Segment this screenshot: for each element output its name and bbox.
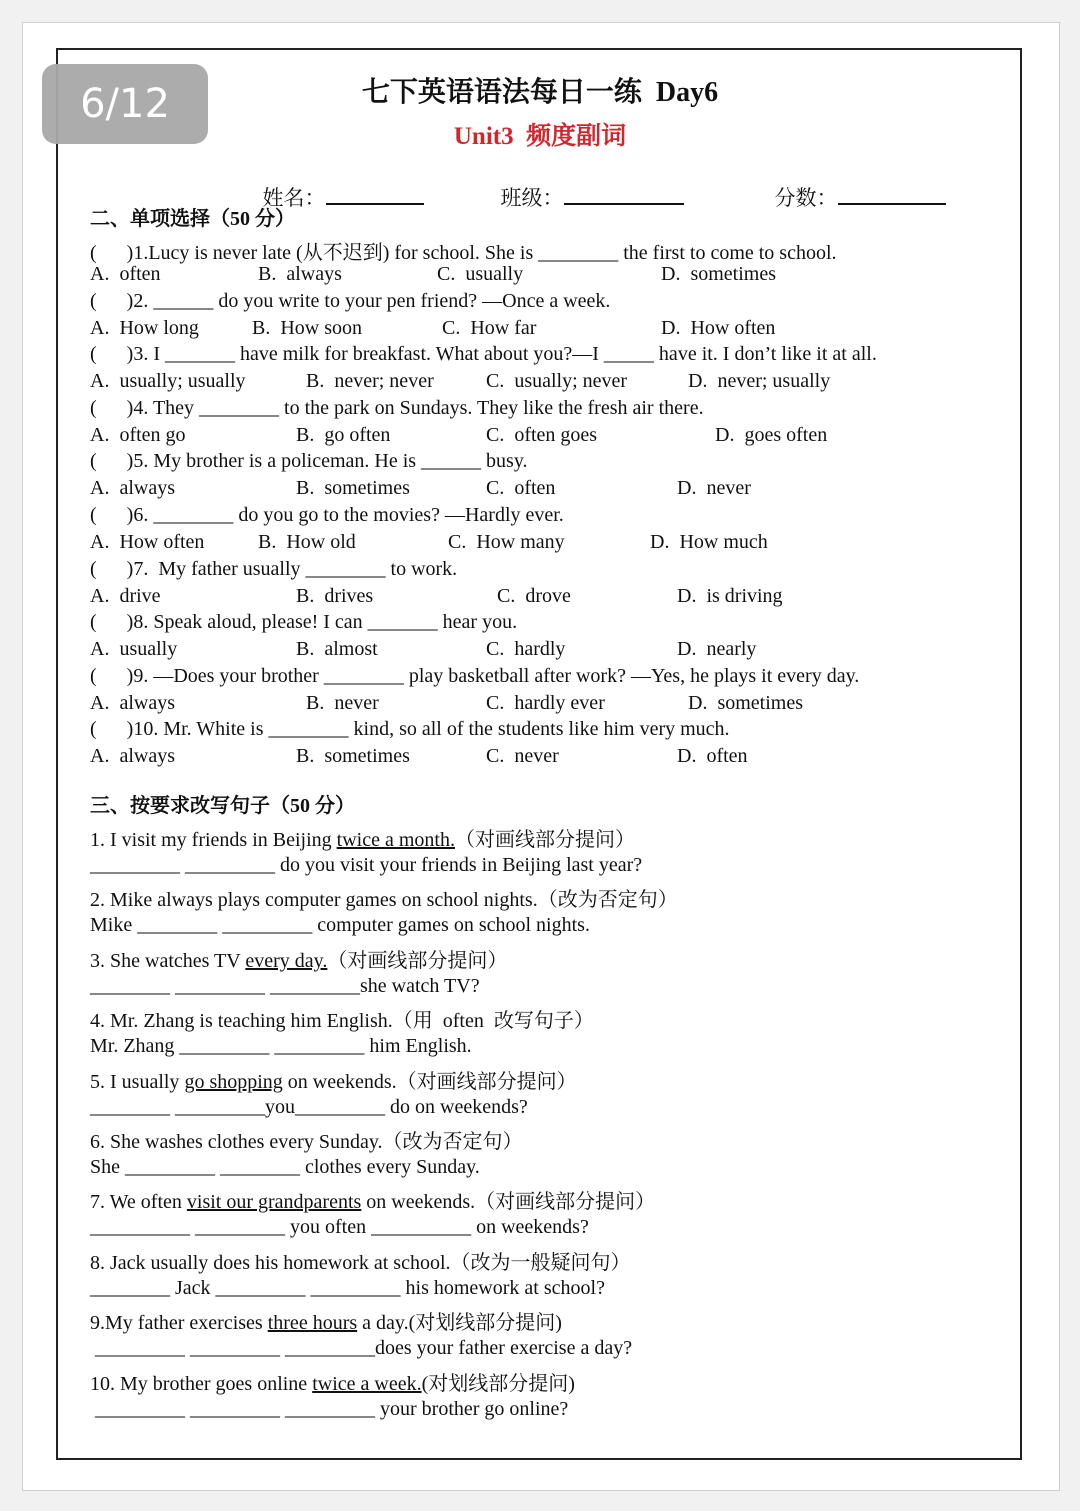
prompt-instruction: a day.(对划线部分提问) bbox=[357, 1312, 562, 1335]
prompt-text: 5. I usually bbox=[90, 1070, 185, 1093]
question-stem: ( )7. My father usually ________ to work. bbox=[90, 557, 458, 580]
answer-option[interactable]: A. often go bbox=[90, 423, 186, 446]
answer-option[interactable]: C. usually bbox=[437, 263, 524, 285]
page-subtitle: Unit3 频度副词 bbox=[453, 123, 627, 150]
answer-option[interactable]: A. usually bbox=[90, 638, 178, 661]
prompt-instruction: on weekends.（对画线部分提问） bbox=[282, 1070, 577, 1093]
answer-option[interactable]: D. How much bbox=[650, 531, 768, 553]
prompt-text: 3. She watches TV bbox=[90, 949, 246, 972]
prompt-text: 7. We often bbox=[90, 1191, 187, 1214]
answer-option[interactable]: A. How long bbox=[90, 316, 199, 339]
answer-option[interactable]: D. sometimes bbox=[688, 691, 803, 714]
answer-option[interactable]: D. How often bbox=[661, 316, 776, 339]
prompt-text: 1. I visit my friends in Beijing bbox=[90, 829, 337, 851]
answer-option[interactable]: B. always bbox=[258, 263, 342, 285]
answer-option[interactable]: C. hardly bbox=[486, 638, 566, 661]
answer-option[interactable]: A. always bbox=[90, 477, 175, 500]
rewrite-prompt bbox=[90, 1004, 594, 1033]
answer-option[interactable]: B. never bbox=[306, 691, 379, 714]
rewrite-prompt bbox=[90, 1185, 655, 1214]
answer-option[interactable]: C. hardly ever bbox=[486, 691, 605, 714]
answer-option[interactable]: B. never; never bbox=[306, 370, 434, 393]
prompt-instruction: (对划线部分提问) bbox=[421, 1372, 575, 1395]
question-stem: ( )3. I _______ have milk for breakfast. What about you?—I _____ have it. I don’t like it at all. bbox=[90, 343, 877, 366]
question-stem: ( )6. ________ do you go to the movies? —Hardly ever. bbox=[90, 504, 564, 526]
rewrite-prompt bbox=[90, 823, 635, 852]
answer-option[interactable]: D. is driving bbox=[677, 584, 783, 607]
score-field[interactable] bbox=[764, 157, 946, 212]
answer-option[interactable]: A. often bbox=[90, 263, 161, 285]
answer-line[interactable]: Mr. Zhang _________ _________ him English. bbox=[90, 1035, 472, 1058]
answer-option[interactable]: D. nearly bbox=[677, 638, 757, 661]
prompt-text: 4. Mr. Zhang is teaching him English.（用 often 改写句子） bbox=[90, 1010, 594, 1033]
answer-option[interactable]: C. often goes bbox=[486, 423, 598, 446]
prompt-instruction: on weekends.（对画线部分提问） bbox=[361, 1191, 656, 1214]
question-stem: ( )8. Speak aloud, please! I can _______ hear you. bbox=[90, 611, 518, 634]
answer-option[interactable]: C. drove bbox=[497, 584, 571, 607]
answer-option[interactable]: B. sometimes bbox=[296, 745, 410, 768]
section1-heading: 二、单项选择（50 分） bbox=[90, 208, 295, 230]
answer-option[interactable]: D. often bbox=[677, 745, 748, 768]
answer-line[interactable]: _________ _________ do you visit your friends in Beijing last year? bbox=[90, 854, 643, 876]
prompt-text: 6. She washes clothes every Sunday.（改为否定句） bbox=[90, 1131, 523, 1153]
answer-line[interactable]: ________ _________ _________she watch TV? bbox=[90, 974, 480, 997]
underlined-phrase: go shopping bbox=[184, 1070, 283, 1093]
underlined-phrase: visit our grandparents bbox=[186, 1191, 362, 1214]
prompt-instruction: （对画线部分提问） bbox=[454, 829, 635, 851]
prompt-text: 9.My father exercises bbox=[90, 1312, 268, 1335]
answer-option[interactable]: C. often bbox=[486, 477, 556, 500]
answer-option[interactable]: B. How old bbox=[258, 531, 356, 553]
prompt-text: 2. Mike always plays computer games on school nights.（改为否定句） bbox=[90, 889, 678, 912]
rewrite-prompt bbox=[90, 1065, 577, 1094]
answer-line[interactable]: __________ _________ you often __________ on weekends? bbox=[90, 1216, 589, 1239]
answer-line[interactable]: ________ Jack _________ _________ his homework at school? bbox=[90, 1276, 605, 1299]
question-stem: ( )2. ______ do you write to your pen friend? —Once a week. bbox=[90, 289, 611, 312]
name-label: 姓名： bbox=[262, 186, 326, 210]
page-title: 七下英语语法每日一练 Day6 bbox=[361, 77, 719, 108]
rewrite-prompt bbox=[90, 944, 507, 973]
answer-option[interactable]: D. never; usually bbox=[688, 370, 831, 393]
answer-option[interactable]: C. How many bbox=[448, 531, 565, 553]
score-blank[interactable] bbox=[838, 183, 946, 205]
answer-option[interactable]: D. never bbox=[677, 477, 751, 500]
answer-line[interactable]: She _________ ________ clothes every Sunday. bbox=[90, 1156, 480, 1178]
class-field[interactable] bbox=[490, 157, 684, 212]
class-blank[interactable] bbox=[564, 183, 684, 205]
question-stem: ( )10. Mr. White is ________ kind, so all of the students like him very much. bbox=[90, 718, 730, 741]
class-label: 班级： bbox=[500, 186, 564, 210]
answer-option[interactable]: A. always bbox=[90, 745, 175, 768]
rewrite-prompt bbox=[90, 883, 678, 912]
answer-option[interactable]: B. sometimes bbox=[296, 477, 410, 500]
rewrite-prompt bbox=[90, 1306, 562, 1335]
answer-line[interactable]: _________ _________ _________does your father exercise a day? bbox=[90, 1337, 633, 1360]
prompt-text: 10. My brother goes online bbox=[90, 1372, 313, 1395]
answer-option[interactable]: A. usually; usually bbox=[90, 370, 246, 393]
answer-option[interactable]: C. never bbox=[486, 745, 559, 768]
answer-option[interactable]: D. goes often bbox=[715, 423, 828, 446]
answer-option[interactable]: A. always bbox=[90, 691, 175, 714]
answer-option[interactable]: C. usually; never bbox=[486, 370, 628, 393]
prompt-text: 8. Jack usually does his homework at school.（改为一般疑问句） bbox=[90, 1251, 631, 1274]
section2-heading: 三、按要求改写句子（50 分） bbox=[90, 795, 355, 817]
question-stem: ( )4. They ________ to the park on Sundays. They like the fresh air there. bbox=[90, 396, 704, 419]
rewrite-prompt bbox=[90, 1246, 631, 1275]
prompt-instruction: （对画线部分提问） bbox=[327, 949, 508, 972]
question-stem: ( )1.Lucy is never late (从不迟到) for school. She is ________ the first to come to school. bbox=[90, 242, 837, 264]
underlined-phrase: twice a month. bbox=[336, 829, 455, 851]
rewrite-prompt bbox=[90, 1367, 575, 1396]
answer-option[interactable]: A. How often bbox=[90, 531, 205, 553]
answer-option[interactable]: B. drives bbox=[296, 584, 374, 607]
answer-option[interactable]: B. almost bbox=[296, 638, 378, 661]
answer-option[interactable]: D. sometimes bbox=[661, 263, 776, 285]
question-stem: ( )9. —Does your brother ________ play basketball after work? —Yes, he plays it every day. bbox=[90, 664, 860, 687]
answer-option[interactable]: C. How far bbox=[442, 316, 537, 339]
page-counter-badge: 6/12 bbox=[42, 64, 208, 144]
score-label: 分数： bbox=[774, 186, 838, 210]
answer-option[interactable]: B. go often bbox=[296, 423, 391, 446]
answer-option[interactable]: A. drive bbox=[90, 584, 161, 607]
answer-line[interactable]: ________ _________you_________ do on weekends? bbox=[90, 1095, 528, 1118]
underlined-phrase: every day. bbox=[245, 949, 328, 972]
answer-line[interactable]: _________ _________ _________ your brother go online? bbox=[90, 1397, 569, 1420]
name-blank[interactable] bbox=[326, 183, 424, 205]
answer-option[interactable]: B. How soon bbox=[252, 316, 363, 339]
underlined-phrase: twice a week. bbox=[312, 1372, 422, 1395]
rewrite-prompt bbox=[90, 1125, 523, 1154]
question-stem: ( )5. My brother is a policeman. He is ______ busy. bbox=[90, 450, 528, 473]
underlined-phrase: three hours bbox=[267, 1312, 358, 1335]
answer-line[interactable]: Mike ________ _________ computer games on school nights. bbox=[90, 914, 590, 937]
